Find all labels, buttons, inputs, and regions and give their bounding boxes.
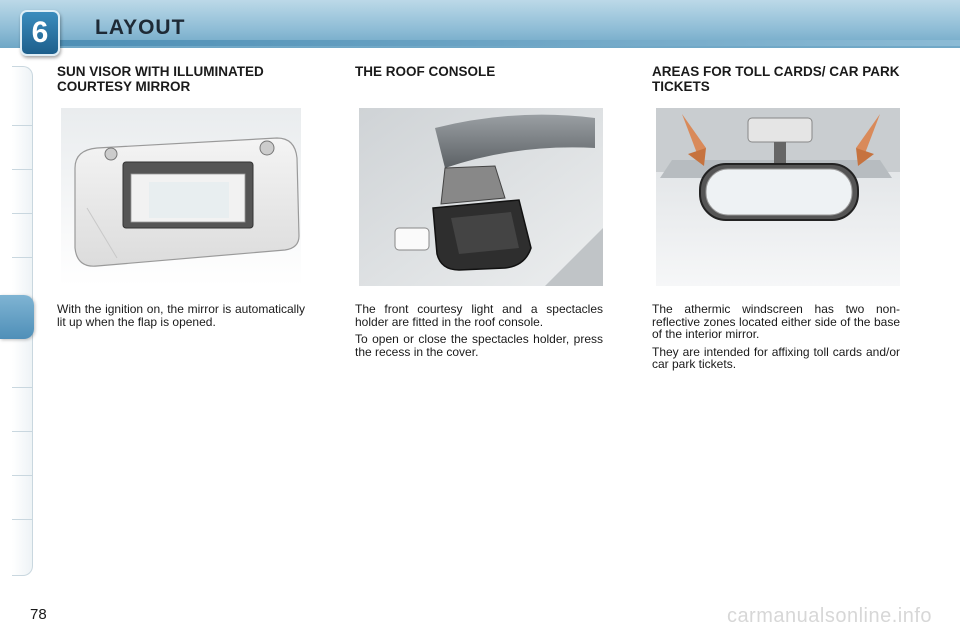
section-paragraph: The athermic windscreen has two non-reflective zones located either side of the base of the interior mirror. <box>652 302 900 341</box>
header-stripe <box>60 40 960 46</box>
page-number: 78 <box>30 606 47 623</box>
section-paragraph: They are intended for affixing toll cards and/or car park tickets. <box>652 344 900 371</box>
interior-mirror-illustration <box>652 108 900 286</box>
tab-divider <box>12 125 32 126</box>
tab-divider <box>12 387 32 388</box>
tab-divider <box>12 519 32 520</box>
section-toll-cards <box>652 64 900 376</box>
chapter-badge: 6 <box>20 10 60 56</box>
section-roof-console <box>355 64 603 363</box>
section-title: AREAS FOR TOLL CARDS/ CAR PARK TICKETS <box>652 64 900 94</box>
chapter-tab-active[interactable] <box>0 295 34 339</box>
tab-divider <box>12 257 32 258</box>
roof-console-illustration <box>355 108 603 286</box>
page-title: LAYOUT <box>95 16 186 39</box>
sun-visor-illustration <box>57 108 305 286</box>
section-title: SUN VISOR WITH ILLUMINATED COURTESY MIRROR <box>57 64 264 94</box>
section-sun-visor <box>57 64 305 333</box>
tab-divider <box>12 431 32 432</box>
section-paragraph: The front courtesy light and a spectacles holder are fitted in the roof console. <box>355 302 603 329</box>
section-paragraph: To open or close the spectacles holder, press the recess in the cover. <box>355 332 603 359</box>
tab-divider <box>12 169 32 170</box>
watermark: carmanualsonline.info <box>726 605 932 627</box>
section-paragraph: With the ignition on, the mirror is automatically lit up when the flap is opened. <box>57 302 305 329</box>
section-title: THE ROOF CONSOLE <box>355 64 496 79</box>
tab-divider <box>12 475 32 476</box>
tab-divider <box>12 213 32 214</box>
